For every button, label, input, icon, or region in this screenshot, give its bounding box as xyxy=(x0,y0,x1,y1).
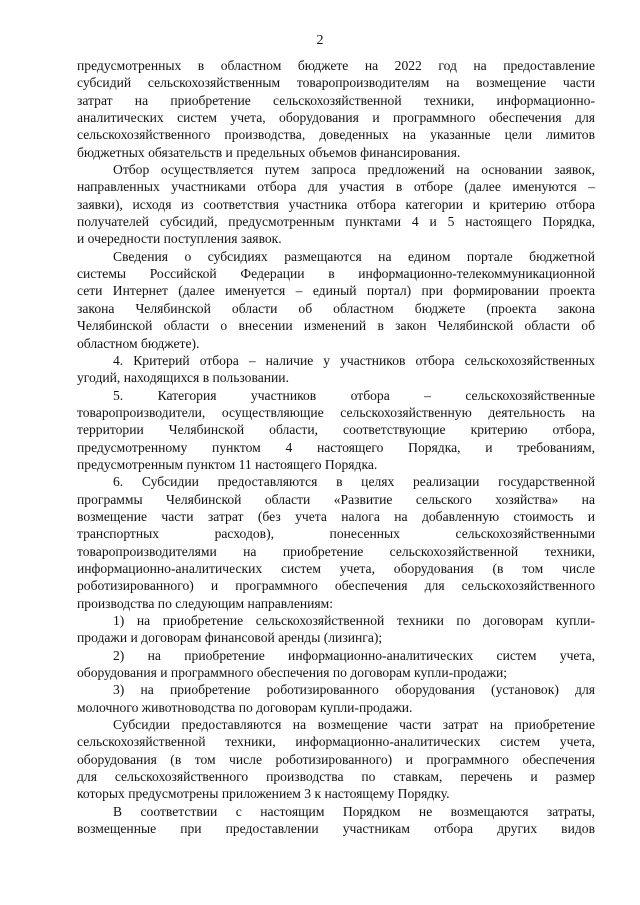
text-line: предусмотренным пунктом 11 настоящего Порядка. xyxy=(77,456,378,472)
text-line: молочного животноводства по договорам купли-продажи. xyxy=(77,699,413,715)
paragraph xyxy=(77,387,595,474)
text-line: сельскохозяйственной техники, информационно-аналитических систем учета, xyxy=(77,734,595,750)
text-line: 6. Субсидии предоставляются в целях реализации государственной xyxy=(113,474,595,490)
paragraph xyxy=(77,473,595,612)
text-line: возмещение части затрат (без учета налога на добавленную стоимость и xyxy=(77,508,595,524)
text-line: Субсидии предоставляются на возмещение части затрат на приобретение xyxy=(113,717,595,733)
text-line: Отбор осуществляется путем запроса предложений на основании заявок, xyxy=(113,162,595,178)
paragraph xyxy=(77,681,595,716)
text-line: сети Интернет (далее именуется – единый портал) при формировании проекта xyxy=(77,283,595,299)
text-line: оборудования и программного обеспечения по договорам купли-продажи; xyxy=(77,665,508,681)
text-line: возмещенные при предоставлении участникам отбора других видов xyxy=(77,821,595,837)
text-line: информационно-аналитических систем учета, оборудования (в том числе xyxy=(77,560,595,576)
paragraph xyxy=(77,803,595,838)
text-line: производства по следующим направлениям: xyxy=(77,595,334,611)
paragraph xyxy=(77,161,595,248)
text-line: бюджетных обязательств и предельных объемов финансирования. xyxy=(77,144,461,160)
text-line: предусмотренному пунктом 4 настоящего Порядка, и требованиям, xyxy=(77,439,595,455)
text-line: сельскохозяйственного производства, доведенных на указанные цели лимитов xyxy=(77,127,595,143)
paragraph xyxy=(77,612,595,647)
paragraph xyxy=(77,57,595,161)
text-line: затрат на приобретение сельскохозяйственной техники, информационно- xyxy=(77,92,595,108)
text-line: системы Российской Федерации в информационно-телекоммуникационной xyxy=(77,266,595,282)
text-line: получателей субсидий, предусмотренным пунктами 4 и 5 настоящего Порядка, xyxy=(77,214,595,230)
text-line: роботизированного) и программного обеспечения для сельскохозяйственного xyxy=(77,578,595,594)
text-line: 5. Категория участников отбора – сельскохозяйственные xyxy=(113,387,595,403)
text-line: областном бюджете). xyxy=(77,335,200,351)
paragraph xyxy=(77,248,595,352)
text-line: товаропроизводителями на приобретение сельскохозяйственной техники, xyxy=(77,543,595,559)
text-line: субсидий сельскохозяйственным товаропроизводителям на возмещение части xyxy=(77,75,595,91)
text-line: для сельскохозяйственного производства по ставкам, перечень и размер xyxy=(77,769,595,785)
text-line: направленных участниками отбора для участия в отборе (далее именуются – xyxy=(77,179,595,195)
text-line: оборудования (в том числе роботизированного) и программного обеспечения xyxy=(77,751,595,767)
text-line: Сведения о субсидиях размещаются на едином портале бюджетной xyxy=(113,248,595,264)
paragraph xyxy=(77,352,595,387)
text-line: заявки), исходя из соответствия участника отбора категории и критерию отбора xyxy=(77,196,595,212)
page-number: 2 xyxy=(316,33,324,48)
text-line: и очередности поступления заявок. xyxy=(77,231,282,247)
text-line: Челябинской области о внесении изменений в закон Челябинской области об xyxy=(77,318,595,334)
paragraph xyxy=(77,716,595,803)
text-line: закона Челябинской области об областном бюджете (проекта закона xyxy=(77,300,595,316)
text-line: программы Челябинской области «Развитие сельского хозяйства» на xyxy=(77,491,595,507)
document-body xyxy=(77,57,595,837)
text-line: 2) на приобретение информационно-аналитических систем учета, xyxy=(113,647,595,663)
text-line: предусмотренных в областном бюджете на 2022 год на предоставление xyxy=(77,58,595,73)
text-line: 3) на приобретение роботизированного оборудования (установок) для xyxy=(113,682,595,698)
text-line: транспортных расходов), понесенных сельскохозяйственными xyxy=(77,526,595,542)
paragraph xyxy=(77,647,595,682)
text-line: которых предусмотрены приложением 3 к настоящему Порядку. xyxy=(77,786,450,802)
text-line: угодий, находящихся в пользовании. xyxy=(77,370,289,386)
text-line: 1) на приобретение сельскохозяйственной техники по договорам купли- xyxy=(113,613,595,628)
text-line: товаропроизводители, осуществляющие сельскохозяйственную деятельность на xyxy=(77,404,595,420)
text-line: продажи и договорам финансовой аренды (лизинга); xyxy=(77,630,383,646)
text-line: 4. Критерий отбора – наличие у участников отбора сельскохозяйственных xyxy=(113,352,595,368)
text-line: территории Челябинской области, соответствующие критерию отбора, xyxy=(77,422,595,438)
text-line: В соответствии с настоящим Порядком не возмещаются затраты, xyxy=(113,803,595,819)
text-line: аналитических систем учета, оборудования и программного обеспечения для xyxy=(77,110,595,126)
